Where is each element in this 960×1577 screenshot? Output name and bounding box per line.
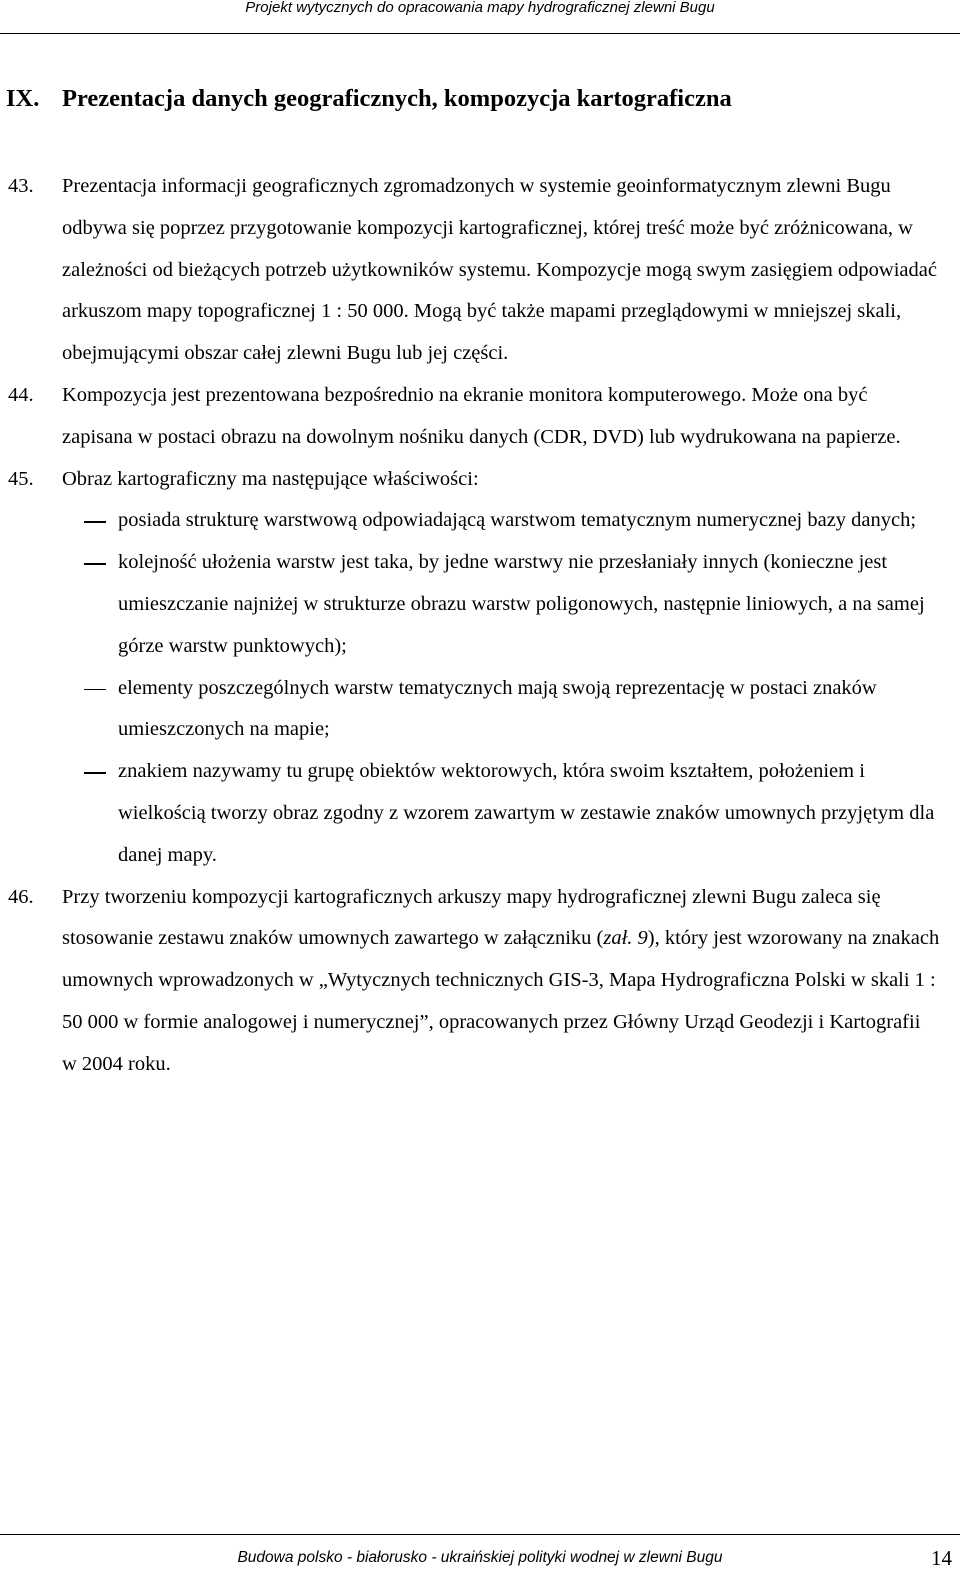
paragraph-text: Obraz kartograficzny ma następujące właściwości: <box>62 467 479 490</box>
paragraph-44 <box>8 375 940 459</box>
chapter-title <box>6 82 732 116</box>
paragraph-number: 44. <box>8 383 34 406</box>
paragraph-number: 43. <box>8 175 34 197</box>
properties-list <box>8 500 940 876</box>
paragraph-46 <box>8 877 940 1086</box>
dash-bullet-icon <box>84 772 106 773</box>
page-header <box>0 0 960 34</box>
list-item <box>8 542 940 667</box>
paragraph-43 <box>8 166 940 375</box>
chapter-number: IX. <box>6 85 40 112</box>
list-item-text: znakiem nazywamy tu grupę obiektów wektorowych, która swoim kształtem, położeniem i wielkością tworzy obraz zgodny z wzorem zawartym w zestawie znaków umownych przyjętym dla danej mapy. <box>118 760 935 866</box>
list-item <box>8 500 940 542</box>
chapter-title-text: Prezentacja danych geograficznych, kompozycja kartograficzna <box>62 85 732 112</box>
paragraph-text: Prezentacja informacji geograficznych zgromadzonych w systemie geoinformatycznym zlewni Bugu odbywa się poprzez przygotowanie kompozycji kartograficznej, której treść może być zróżnicowana, w zależności od bieżących potrzeb użytkowników systemu. Kompozycje mogą swym zasięgiem odpowiadać arkuszom mapy topograficznej 1 : 50 000. Mogą być także mapami przeglądowymi w mniejszej skali, obejmującymi obszar całej zlewni Bugu lub jej części. <box>62 175 937 365</box>
list-item-text: posiada strukturę warstwową odpowiadającą warstwom tematycznym numerycznej bazy danych; <box>118 509 917 532</box>
dash-bullet-icon <box>84 563 106 564</box>
paragraph-text-end: ), który jest wzorowany na znakach umownych wprowadzonych w „Wytycznych technicznych GIS-3, Mapa Hydrograficzna Polski w skali 1 : 50 000 w formie analogowej i numerycznej”, opracowanych przez Główny Urząd Geodezji i Kartografii w 2004 roku. <box>62 927 940 1075</box>
page-number: 14 <box>931 1546 952 1570</box>
list-item-text: kolejność ułożenia warstw jest taka, by jedne warstwy nie przesłaniały innych (konieczne jest umieszczanie najniżej w strukturze obrazu warstw poligonowych, następnie liniowych, a na samej górze warstw punktowych); <box>118 551 925 657</box>
list-item <box>8 751 940 876</box>
paragraph-number: 46. <box>8 885 34 908</box>
paragraph-text-start: Przy tworzeniu kompozycji kartograficznych arkuszy mapy hydrograficznej zlewni Bugu zaleca się stosowanie zestawu znaków umownych zawartego w załączniku ( <box>62 885 881 950</box>
document-body <box>8 166 940 1086</box>
dash-bullet-icon <box>84 521 106 522</box>
paragraph-number: 45. <box>8 467 34 490</box>
list-item <box>8 668 940 752</box>
paragraph-text: Kompozycja jest prezentowana bezpośrednio na ekranie monitora komputerowego. Może ona być zapisana w postaci obrazu na dowolnym nośniku danych (CDR, DVD) lub wydrukowana na papierze. <box>62 383 901 448</box>
paragraph-45 <box>8 459 940 501</box>
dash-bullet-icon <box>84 689 106 690</box>
footer-text: Budowa polsko - białorusko - ukraińskiej polityki wodnej w zlewni Bugu <box>237 1549 723 1566</box>
page-footer <box>0 1534 960 1577</box>
running-title: Projekt wytycznych do opracowania mapy hydrograficznej zlewni Bugu <box>245 0 715 16</box>
list-item-text: elementy poszczególnych warstw tematycznych mają swoją reprezentację w postaci znaków umieszczonych na mapie; <box>118 676 877 741</box>
attachment-reference: zał. 9 <box>603 927 648 950</box>
